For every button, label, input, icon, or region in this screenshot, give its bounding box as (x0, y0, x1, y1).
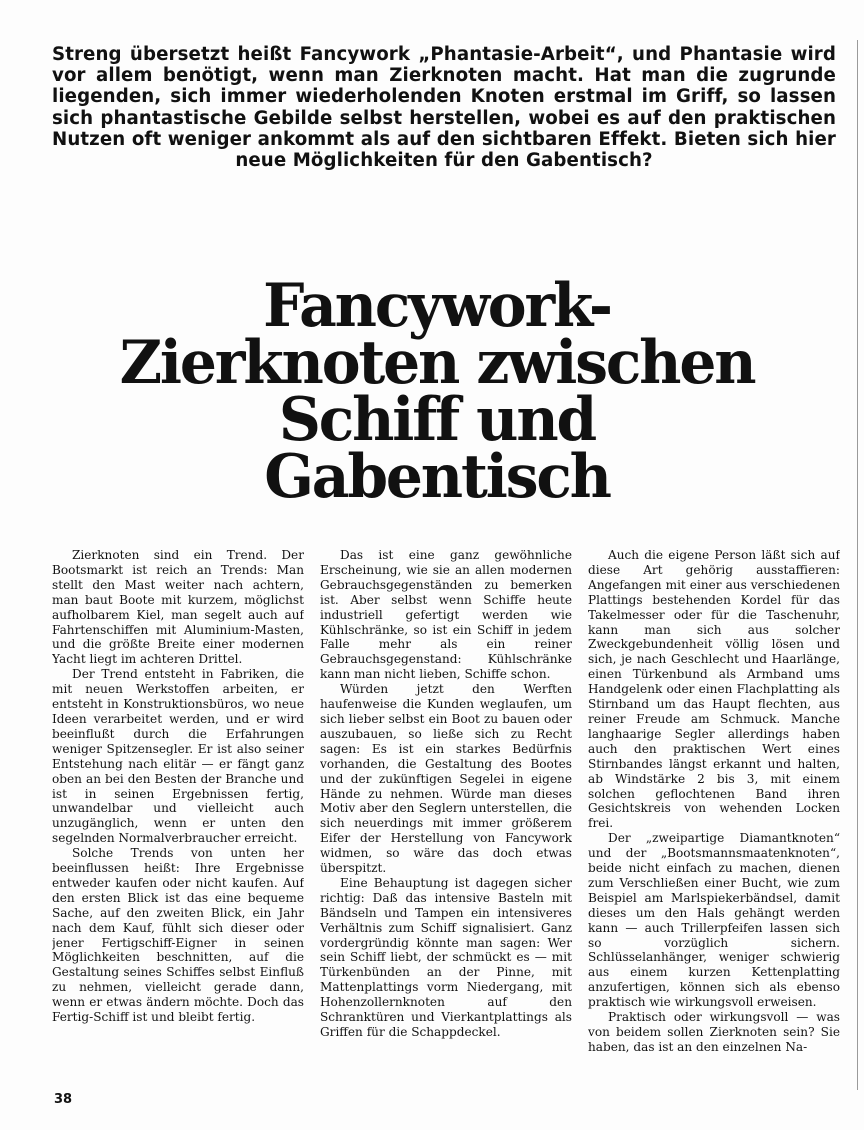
text-column-2 (320, 548, 572, 1094)
article-body (52, 548, 838, 1094)
headline-line-2: Zierknoten zwischen (119, 328, 755, 398)
paragraph: Solche Trends von unten her beeinflussen heißt: Ihre Ergebnisse entweder kaufen oder nicht kaufen. Auf den ersten Blick ist das eine bequeme Sache, auf den zweiten Blick, ein Jahr nach dem Kauf, fühlt sich dieser oder jener Fertigschiff-Eigner in seinen Möglichkeiten beschnitten, auf die Gestaltung seines Schiffes selbst Einfluß zu nehmen, vielleicht gerade dann, wenn er etwas ändern möchte. Doch das Fertig-Schiff ist und bleibt fertig. (52, 846, 304, 1025)
paragraph: Zierknoten sind ein Trend. Der Bootsmarkt ist reich an Trends: Man stellt den Mast weiter nach achtern, man baut Boote mit kurzem, möglichst aufholbarem Kiel, man segelt auch auf Fahrtenschiffen mit Aluminium-Masten, und die größte Breite einer modernen Yacht liegt im achteren Drittel. (52, 548, 304, 667)
paragraph: Der Trend entsteht in Fabriken, die mit neuen Werkstoffen arbeiten, er entsteht in Konstruktionsbüros, wo neue Ideen verarbeitet werden, und er wird beeinflußt durch die Erfahrungen weniger Spitzensegler. Er ist also seiner Entstehung nach elitär — er fängt ganz oben an bei den Besten der Branche und ist in seinen Ergebnissen fertig, unwandelbar und vielleicht auch unzugänglich, wenn er unten den segelnden Normalverbraucher erreicht. (52, 667, 304, 846)
paragraph: Auch die eigene Person läßt sich auf diese Art gehörig ausstaffieren: Angefangen mit einer aus verschiedenen Plattings bestehenden Kordel für das Takelmesser oder für die Taschenuhr, kann man sich aus solcher Zweckgebundenheit völlig lösen und sich, je nach Geschlecht und Haarlänge, einen Türkenbund als Armband ums Handgelenk oder einen Flachplatting als Stirnband um das Haupt flechten, aus reiner Freude am Schmuck. Manche langhaarige Segler allerdings haben auch den praktischen Wert eines Stirnbandes längst erkannt und halten, ab Windstärke 2 bis 3, mit einem solchen geflochtenen Band ihren Gesichtskreis von wehenden Locken frei. (588, 548, 840, 831)
paragraph: Der „zweipartige Diamantknoten“ und der „Bootsmannsmaatenknoten“, beide nicht einfach zu machen, dienen zum Verschließen einer Bucht, wie zum Beispiel am Marlspiekerbändsel, damit dieses um den Hals gehängt werden kann — auch Trillerpfeifen lassen sich so vorzüglich sichern. Schlüsselanhänger, weniger schwierig aus einem kurzen Kettenplatting anzufertigen, können sich als ebenso praktisch wie wirkungsvoll erweisen. (588, 831, 840, 1010)
scan-edge-line (857, 40, 858, 1090)
page-number: 38 (54, 1092, 73, 1107)
headline-line-4: Gabentisch (264, 442, 610, 512)
text-column-1 (52, 548, 304, 1094)
text-column-3 (588, 548, 840, 1094)
headline-line-3: Schiff und (278, 385, 596, 455)
paragraph: Das ist eine ganz gewöhnliche Erscheinung, wie sie an allen modernen Gebrauchsgegenständen zu bemerken ist. Aber selbst wenn Schiffe heute industriell gefertigt werden wie Kühlschränke, so ist ein Schiff in jedem Falle mehr als ein reiner Gebrauchsgegenstand: Kühlschränke kann man nicht lieben, Schiffe schon. (320, 548, 572, 682)
article-headline (33, 271, 842, 512)
paragraph: Praktisch oder wirkungsvoll — was von beidem sollen Zierknoten sein? Sie haben, das ist an den einzelnen Na- (588, 1010, 840, 1054)
headline-line-1: Fancywork- (263, 271, 611, 341)
paragraph: Eine Behauptung ist dagegen sicher richtig: Daß das intensive Basteln mit Bändseln und Tampen ein intensiveres Verhältnis zum Schiff signalisiert. Ganz vordergründig könnte man sagen: Wer sein Schiff liebt, der schmückt es — mit Türkenbünden an der Pinne, mit Mattenplattings vorm Niedergang, mit Hohenzollernknoten auf den Schranktüren und Vierkantplattings als Griffen für die Schappdeckel. (320, 875, 572, 1039)
intro-paragraph: Streng übersetzt heißt Fancywork „Phantasie-Arbeit“, und Phantasie wird vor allem benötigt, wenn man Zierknoten macht. Hat man die zugrunde liegenden, sich immer wiederholenden Knoten erstmal im Griff, so lassen sich phantastische Gebilde selbst herstellen, wobei es auf den praktischen Nutzen oft weniger ankommt als auf den sichtbaren Effekt. Bieten sich hier neue Möglichkeiten für den Gabentisch? (52, 44, 836, 172)
paragraph: Würden jetzt den Werften haufenweise die Kunden weglaufen, um sich lieber selbst ein Boot zu bauen oder auszubauen, so ließe sich zu Recht sagen: Es ist ein starkes Bedürfnis vorhanden, die Gestaltung des Bootes und der zukünftigen Segelei in eigene Hände zu nehmen. Würde man dieses Motiv aber den Seglern unterstellen, die sich neuerdings mit immer größerem Eifer der Herstellung von Fancywork widmen, so wäre das doch etwas überspitzt. (320, 682, 572, 876)
